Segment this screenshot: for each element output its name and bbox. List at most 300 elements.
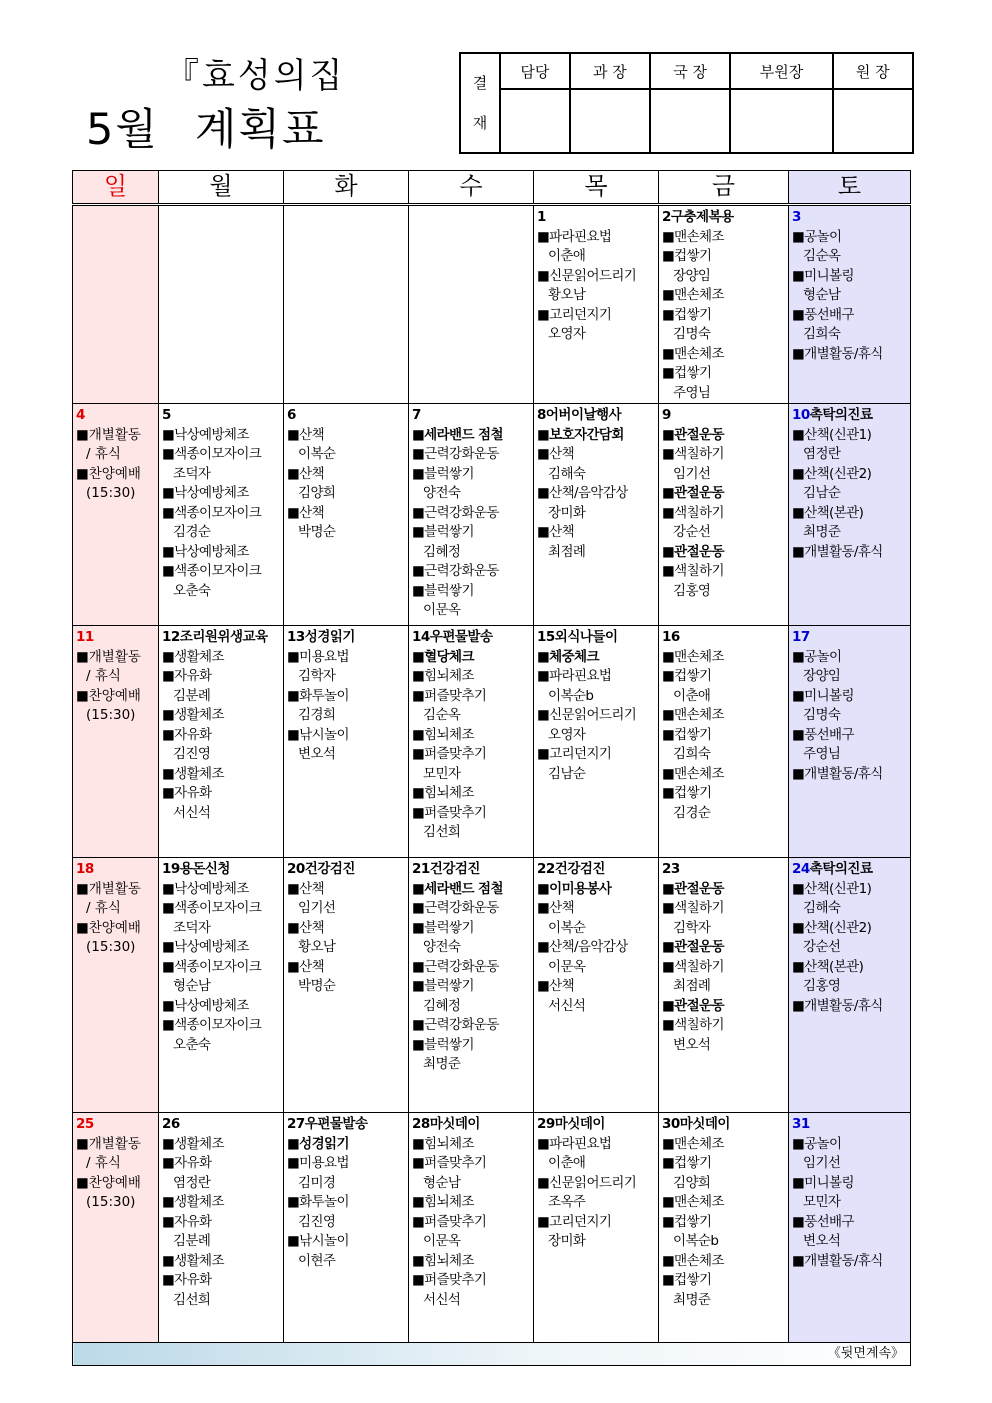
activity-name: ■개별활동/휴식 xyxy=(792,997,883,1014)
activity-name: ■색칠하기 xyxy=(662,446,724,462)
participant-name: 김홍영 xyxy=(673,582,711,599)
activity-item xyxy=(287,1154,408,1193)
day-cell[interactable] xyxy=(789,858,911,1113)
day-cell[interactable] xyxy=(659,404,789,626)
activity-item xyxy=(792,687,910,726)
activity-name: ■근력강화운동 xyxy=(412,563,499,579)
activity-name: ■신문읽어드리기 xyxy=(537,707,637,723)
activity-item xyxy=(662,958,788,997)
activity-name: ■맨손체조 xyxy=(662,287,724,303)
activity-name: ■이미용봉사 xyxy=(537,880,612,897)
activity-item xyxy=(662,364,788,403)
day-label: 14우편물발송 xyxy=(412,629,493,645)
participant-name: 김선희 xyxy=(423,824,461,840)
activity-item xyxy=(412,1016,533,1036)
day-cell[interactable] xyxy=(284,205,409,404)
activity-name: ■자유화 xyxy=(162,785,212,801)
day-number: 10 xyxy=(792,407,810,423)
weekday-wed: 수 xyxy=(409,171,534,205)
approval-role: 과 장 xyxy=(570,53,650,89)
day-cell[interactable] xyxy=(659,1113,789,1343)
activity-name: ■개별활동/휴식 xyxy=(792,345,883,362)
participant-name: 강순선 xyxy=(803,939,841,955)
activity-name: ■퍼즐맞추기 xyxy=(412,804,487,821)
participant-name: 김경순 xyxy=(673,804,711,821)
day-cell[interactable] xyxy=(789,205,911,404)
activity-item xyxy=(792,726,910,765)
day-cell[interactable] xyxy=(73,626,159,858)
participant-name: 오영자 xyxy=(548,726,586,743)
participant-name: 이복순b xyxy=(548,687,594,704)
title-line1: 『효성의집 xyxy=(165,56,346,96)
participant-name: 김해숙 xyxy=(548,465,586,482)
participant-name: 서신석 xyxy=(548,997,586,1014)
activity-item xyxy=(537,306,658,345)
participant-name: 염정란 xyxy=(173,1174,211,1191)
approval-role: 원 장 xyxy=(833,53,913,89)
activity-name: ■근력강화운동 xyxy=(412,1017,499,1033)
participant-name: 조덕자 xyxy=(173,919,211,936)
participant-name: 김순옥 xyxy=(423,707,461,723)
activity-name: ■신문읽어드리기 xyxy=(537,267,637,284)
weekday-sun: 일 xyxy=(73,171,159,205)
calendar-table xyxy=(72,170,911,1366)
day-cell[interactable] xyxy=(284,404,409,626)
participant-name: 황오남 xyxy=(548,287,586,303)
day-cell[interactable] xyxy=(73,205,159,404)
approval-sign-cell[interactable] xyxy=(833,89,913,153)
activity-item xyxy=(662,648,788,668)
participant-name: 황오남 xyxy=(298,939,336,955)
activity-item xyxy=(662,706,788,726)
activity-item xyxy=(412,504,533,524)
sunday-activity: (15:30) xyxy=(86,485,136,501)
day-cell[interactable] xyxy=(409,626,534,858)
participant-name: 김분례 xyxy=(173,1233,211,1249)
activity-name: ■컵쌓기 xyxy=(662,668,712,684)
activity-item xyxy=(412,687,533,726)
activity-name: ■힘뇌체조 xyxy=(412,1252,474,1269)
activity-name: ■퍼즐맞추기 xyxy=(412,746,487,762)
activity-name: ■색칠하기 xyxy=(662,1017,724,1033)
activity-name: ■공놀이 xyxy=(792,1135,842,1152)
participant-name: 강순선 xyxy=(673,524,711,540)
activity-name: ■파라핀요법 xyxy=(537,1135,612,1152)
activity-name: ■생활체조 xyxy=(162,707,224,723)
participant-name: 김순옥 xyxy=(803,248,841,264)
participant-name: 변오석 xyxy=(298,746,336,762)
activity-item xyxy=(162,880,283,900)
approval-box xyxy=(459,52,914,154)
activity-name: ■컵쌓기 xyxy=(662,365,712,381)
activity-name: ■산책 xyxy=(537,524,575,540)
activity-item xyxy=(662,1213,788,1252)
activity-item xyxy=(662,1135,788,1155)
day-cell[interactable] xyxy=(284,858,409,1113)
day-cell[interactable] xyxy=(659,205,789,404)
day-cell[interactable] xyxy=(534,626,659,858)
activity-item xyxy=(412,958,533,978)
activity-item xyxy=(537,1135,658,1174)
activity-item xyxy=(412,1154,533,1193)
participant-name: 양전숙 xyxy=(423,485,461,501)
participant-name: 김경순 xyxy=(173,524,211,540)
activity-name: ■근력강화운동 xyxy=(412,958,499,975)
activity-item xyxy=(162,784,283,823)
activity-item xyxy=(412,745,533,784)
sunday-activity: ■찬양예배 xyxy=(76,1174,141,1191)
activity-item xyxy=(162,1154,283,1193)
activity-name: ■블럭쌓기 xyxy=(412,465,474,482)
activity-item xyxy=(412,465,533,504)
activity-name: ■블럭쌓기 xyxy=(412,582,474,599)
activity-name: ■생활체조 xyxy=(162,648,224,665)
day-label: 16 xyxy=(662,629,680,645)
activity-item xyxy=(162,997,283,1017)
day-cell[interactable] xyxy=(409,205,534,404)
day-cell[interactable] xyxy=(284,626,409,858)
activity-item xyxy=(412,667,533,687)
activity-item xyxy=(792,919,910,958)
activity-name: ■근력강화운동 xyxy=(412,504,499,521)
activity-item xyxy=(162,562,283,601)
approval-sign-cell[interactable] xyxy=(500,89,570,153)
day-cell[interactable] xyxy=(789,1113,911,1343)
activity-name: ■산책/음악감상 xyxy=(537,485,628,501)
activity-name: ■산책(신관2) xyxy=(792,919,872,936)
activity-name: ■산책(신관1) xyxy=(792,880,872,897)
approval-sign-cell[interactable] xyxy=(650,89,730,153)
activity-name: ■파라핀요법 xyxy=(537,228,612,245)
activity-item xyxy=(412,726,533,746)
day-label: 6 xyxy=(287,407,296,423)
activity-name: ■관절운동 xyxy=(662,485,724,501)
activity-name: ■낚시놀이 xyxy=(287,726,349,743)
day-label: 9 xyxy=(662,407,671,423)
participant-name: 이복순 xyxy=(548,919,586,936)
activity-item xyxy=(662,247,788,286)
activity-name: ■근력강화운동 xyxy=(412,446,499,462)
day-cell[interactable] xyxy=(159,1113,284,1343)
participant-name: 서신석 xyxy=(423,1291,461,1308)
day-cell[interactable] xyxy=(159,626,284,858)
activity-item xyxy=(537,523,658,562)
activity-name: ■공놀이 xyxy=(792,228,842,245)
activity-name: ■고리던지기 xyxy=(537,746,612,762)
day-cell[interactable] xyxy=(159,404,284,626)
activity-name: ■퍼즐맞추기 xyxy=(412,687,487,704)
activity-name: ■생활체조 xyxy=(162,765,224,782)
activity-name: ■세라밴드 점철 xyxy=(412,426,503,443)
activity-name: ■산책 xyxy=(287,958,325,975)
title-plan: 계획표 xyxy=(194,105,326,155)
sunday-activity: ■개별활동 xyxy=(76,880,141,897)
participant-name: 최명준 xyxy=(673,1291,711,1308)
day-label: 11 xyxy=(76,629,94,645)
approval-sign-cell[interactable] xyxy=(730,89,832,153)
activity-item xyxy=(412,1193,533,1213)
activity-item xyxy=(662,997,788,1017)
participant-name: 이복순b xyxy=(673,1233,719,1249)
activity-item xyxy=(537,880,658,900)
activity-item xyxy=(412,1252,533,1272)
activity-name: ■자유화 xyxy=(162,1155,212,1171)
activity-name: ■퍼즐맞추기 xyxy=(412,1272,487,1288)
activity-name: ■낚시놀이 xyxy=(287,1233,349,1249)
participant-name: 김진영 xyxy=(298,1213,336,1230)
day-cell[interactable] xyxy=(159,205,284,404)
day-cell[interactable] xyxy=(534,1113,659,1343)
day-label: 8어버이날행사 xyxy=(537,407,622,423)
day-label: 30마싯데이 xyxy=(662,1116,730,1132)
approval-sign-cell[interactable] xyxy=(570,89,650,153)
activity-item xyxy=(792,465,910,504)
activity-item xyxy=(162,1135,283,1155)
day-label: 24촉탁의진료 xyxy=(792,861,873,877)
participant-name: 조덕자 xyxy=(173,465,211,482)
activity-item xyxy=(412,523,533,562)
activity-name: ■산책(본관) xyxy=(792,958,864,975)
participant-name: 김남순 xyxy=(803,485,841,501)
activity-name: ■미니볼링 xyxy=(792,1174,854,1191)
activity-item xyxy=(662,504,788,543)
activity-item xyxy=(537,484,658,523)
day-label: 28마싯데이 xyxy=(412,1116,480,1132)
activity-name: ■힘뇌체조 xyxy=(412,668,474,684)
activity-item xyxy=(792,997,910,1017)
footer-row xyxy=(73,1343,911,1366)
day-cell[interactable] xyxy=(409,858,534,1113)
activity-name: ■색종이모자이크 xyxy=(162,563,262,579)
participant-name: 임기선 xyxy=(673,465,711,482)
activity-item xyxy=(792,765,910,785)
activity-item xyxy=(412,977,533,1016)
activity-item xyxy=(662,899,788,938)
day-cell[interactable] xyxy=(284,1113,409,1343)
activity-item xyxy=(662,880,788,900)
day-label: 26 xyxy=(162,1116,180,1132)
participant-name: 김희숙 xyxy=(673,746,711,762)
activity-name: ■낙상예방체조 xyxy=(162,880,249,897)
day-number: 24 xyxy=(792,861,810,877)
activity-item xyxy=(412,899,533,919)
sunday-activity: / 휴식 xyxy=(86,1155,121,1171)
activity-name: ■맨손체조 xyxy=(662,1135,724,1152)
activity-item xyxy=(537,899,658,938)
activity-name: ■신문읽어드리기 xyxy=(537,1174,637,1191)
day-label xyxy=(792,208,910,228)
activity-name: ■관절운동 xyxy=(662,880,724,897)
participant-name: 김양희 xyxy=(298,485,336,501)
activity-item xyxy=(662,426,788,446)
activity-item xyxy=(412,445,533,465)
activity-name: ■생활체조 xyxy=(162,1194,224,1210)
day-label: 2구충제복용 xyxy=(662,209,734,225)
day-cell[interactable] xyxy=(659,858,789,1113)
participant-name: 장미화 xyxy=(548,504,586,521)
participant-name: 김진영 xyxy=(173,746,211,762)
day-cell[interactable] xyxy=(659,626,789,858)
participant-name: 이현주 xyxy=(298,1252,336,1269)
activity-item xyxy=(662,445,788,484)
activity-item xyxy=(287,687,408,726)
activity-item xyxy=(412,1271,533,1310)
activity-name: ■색종이모자이크 xyxy=(162,1017,262,1033)
activity-name: ■미니볼링 xyxy=(792,687,854,704)
day-cell[interactable] xyxy=(789,626,911,858)
activity-name: ■미니볼링 xyxy=(792,267,854,284)
day-cell[interactable] xyxy=(534,404,659,626)
activity-name: ■생활체조 xyxy=(162,1135,224,1152)
participant-name: 박명순 xyxy=(298,524,336,540)
participant-name: 형순남 xyxy=(423,1174,461,1191)
activity-item xyxy=(287,426,408,465)
activity-name: ■컵쌓기 xyxy=(662,726,712,743)
activity-item xyxy=(792,228,910,267)
activity-item xyxy=(537,445,658,484)
activity-item xyxy=(662,543,788,563)
activity-name: ■힘뇌체조 xyxy=(412,785,474,801)
activity-item xyxy=(162,543,283,563)
activity-item xyxy=(162,1271,283,1310)
activity-item xyxy=(537,667,658,706)
activity-name: ■성경읽기 xyxy=(287,1135,349,1152)
day-cell[interactable] xyxy=(409,404,534,626)
week-row xyxy=(73,1113,911,1343)
activity-item xyxy=(412,919,533,958)
activity-name: ■맨손체조 xyxy=(662,228,724,245)
activity-item xyxy=(792,880,910,919)
activity-name: ■공놀이 xyxy=(792,648,842,665)
activity-item xyxy=(287,1135,408,1155)
day-label xyxy=(792,1115,910,1135)
participant-name: 오영자 xyxy=(548,326,586,342)
activity-item xyxy=(662,765,788,785)
day-cell[interactable] xyxy=(409,1113,534,1343)
day-cell[interactable] xyxy=(789,404,911,626)
activity-name: ■관절운동 xyxy=(662,997,724,1014)
participant-name: 양전숙 xyxy=(423,939,461,955)
day-cell[interactable] xyxy=(534,858,659,1113)
activity-name: ■색종이모자이크 xyxy=(162,900,262,916)
activity-item xyxy=(412,804,533,843)
activity-item xyxy=(537,745,658,784)
activity-name: ■퍼즐맞추기 xyxy=(412,1213,487,1230)
activity-name: ■산책 xyxy=(287,919,325,936)
activity-name: ■관절운동 xyxy=(662,426,724,443)
activity-name: ■색종이모자이크 xyxy=(162,504,262,521)
participant-name: 서신석 xyxy=(173,804,211,821)
day-label: 12조리원위생교육 xyxy=(162,629,268,645)
activity-item xyxy=(162,1193,283,1213)
footer-cell xyxy=(73,1343,911,1366)
activity-name: ■자유화 xyxy=(162,1213,212,1230)
activity-name: ■낙상예방체조 xyxy=(162,485,249,501)
activity-name: ■색칠하기 xyxy=(662,900,724,916)
activity-name: ■산책(신관2) xyxy=(792,465,872,482)
participant-name: 김학자 xyxy=(298,668,336,684)
activity-name: ■산책 xyxy=(537,900,575,916)
activity-item xyxy=(537,426,658,446)
participant-name: 김홍영 xyxy=(803,978,841,994)
day-cell[interactable] xyxy=(73,858,159,1113)
title-month: 5월 xyxy=(86,105,159,155)
day-cell[interactable] xyxy=(73,1113,159,1343)
weekday-sat: 토 xyxy=(789,171,911,205)
activity-name: ■미용요법 xyxy=(287,1155,349,1171)
participant-name: 김분례 xyxy=(173,687,211,704)
activity-item xyxy=(662,1252,788,1272)
participant-name: 김양희 xyxy=(673,1174,711,1191)
day-label: 22건강검진 xyxy=(537,861,605,877)
activity-name: ■색칠하기 xyxy=(662,504,724,521)
activity-name: ■컵쌓기 xyxy=(662,1155,712,1171)
activity-name: ■맨손체조 xyxy=(662,1194,724,1210)
activity-item xyxy=(662,484,788,504)
activity-item xyxy=(412,1213,533,1252)
activity-item xyxy=(662,228,788,248)
activity-name: ■맨손체조 xyxy=(662,1252,724,1269)
activity-name: ■색종이모자이크 xyxy=(162,958,262,975)
activity-item xyxy=(662,345,788,365)
activity-item xyxy=(662,562,788,601)
day-cell[interactable] xyxy=(534,205,659,404)
activity-item xyxy=(287,465,408,504)
sunday-activity: / 휴식 xyxy=(86,900,121,916)
activity-name: ■체중체크 xyxy=(537,648,599,665)
activity-item xyxy=(287,648,408,687)
activity-name: ■산책(본관) xyxy=(792,504,864,521)
approval-role: 부원장 xyxy=(730,53,832,89)
activity-item xyxy=(287,1232,408,1271)
activity-item xyxy=(662,784,788,823)
activity-name: ■개별활동/휴식 xyxy=(792,765,883,782)
day-cell[interactable] xyxy=(159,858,284,1113)
activity-item xyxy=(412,582,533,621)
weekday-mon: 월 xyxy=(159,171,284,205)
activity-name: ■낙상예방체조 xyxy=(162,997,249,1014)
activity-item xyxy=(792,345,910,365)
activity-name: ■개별활동/휴식 xyxy=(792,543,883,560)
weekday-header-row xyxy=(73,171,911,205)
activity-name: ■풍선배구 xyxy=(792,726,854,743)
day-cell[interactable] xyxy=(73,404,159,626)
participant-name: 최명준 xyxy=(803,524,841,540)
participant-name: 이문옥 xyxy=(548,958,586,975)
activity-name: ■산책 xyxy=(537,446,575,462)
sunday-activity: ■개별활동 xyxy=(76,1135,141,1152)
participant-name: 주영님 xyxy=(803,746,841,762)
approval-role: 국 장 xyxy=(650,53,730,89)
activity-name: ■자유화 xyxy=(162,1272,212,1288)
participant-name: 이춘애 xyxy=(548,248,586,264)
activity-name: ■컵쌓기 xyxy=(662,306,712,323)
activity-item xyxy=(162,899,283,938)
sunday-activity: (15:30) xyxy=(86,1194,136,1210)
day-number: 31 xyxy=(792,1116,810,1132)
activity-item xyxy=(412,562,533,582)
activity-name: ■맨손체조 xyxy=(662,707,724,723)
participant-name: 김명숙 xyxy=(803,707,841,723)
activity-name: ■근력강화운동 xyxy=(412,900,499,916)
title-line2 xyxy=(86,96,326,157)
participant-name: 임기선 xyxy=(803,1155,841,1171)
activity-item xyxy=(162,484,283,504)
activity-name: ■컵쌓기 xyxy=(662,248,712,264)
activity-name: ■낙상예방체조 xyxy=(162,543,249,560)
day-label: 15외식나들이 xyxy=(537,629,618,645)
participant-name: 김학자 xyxy=(673,919,711,936)
